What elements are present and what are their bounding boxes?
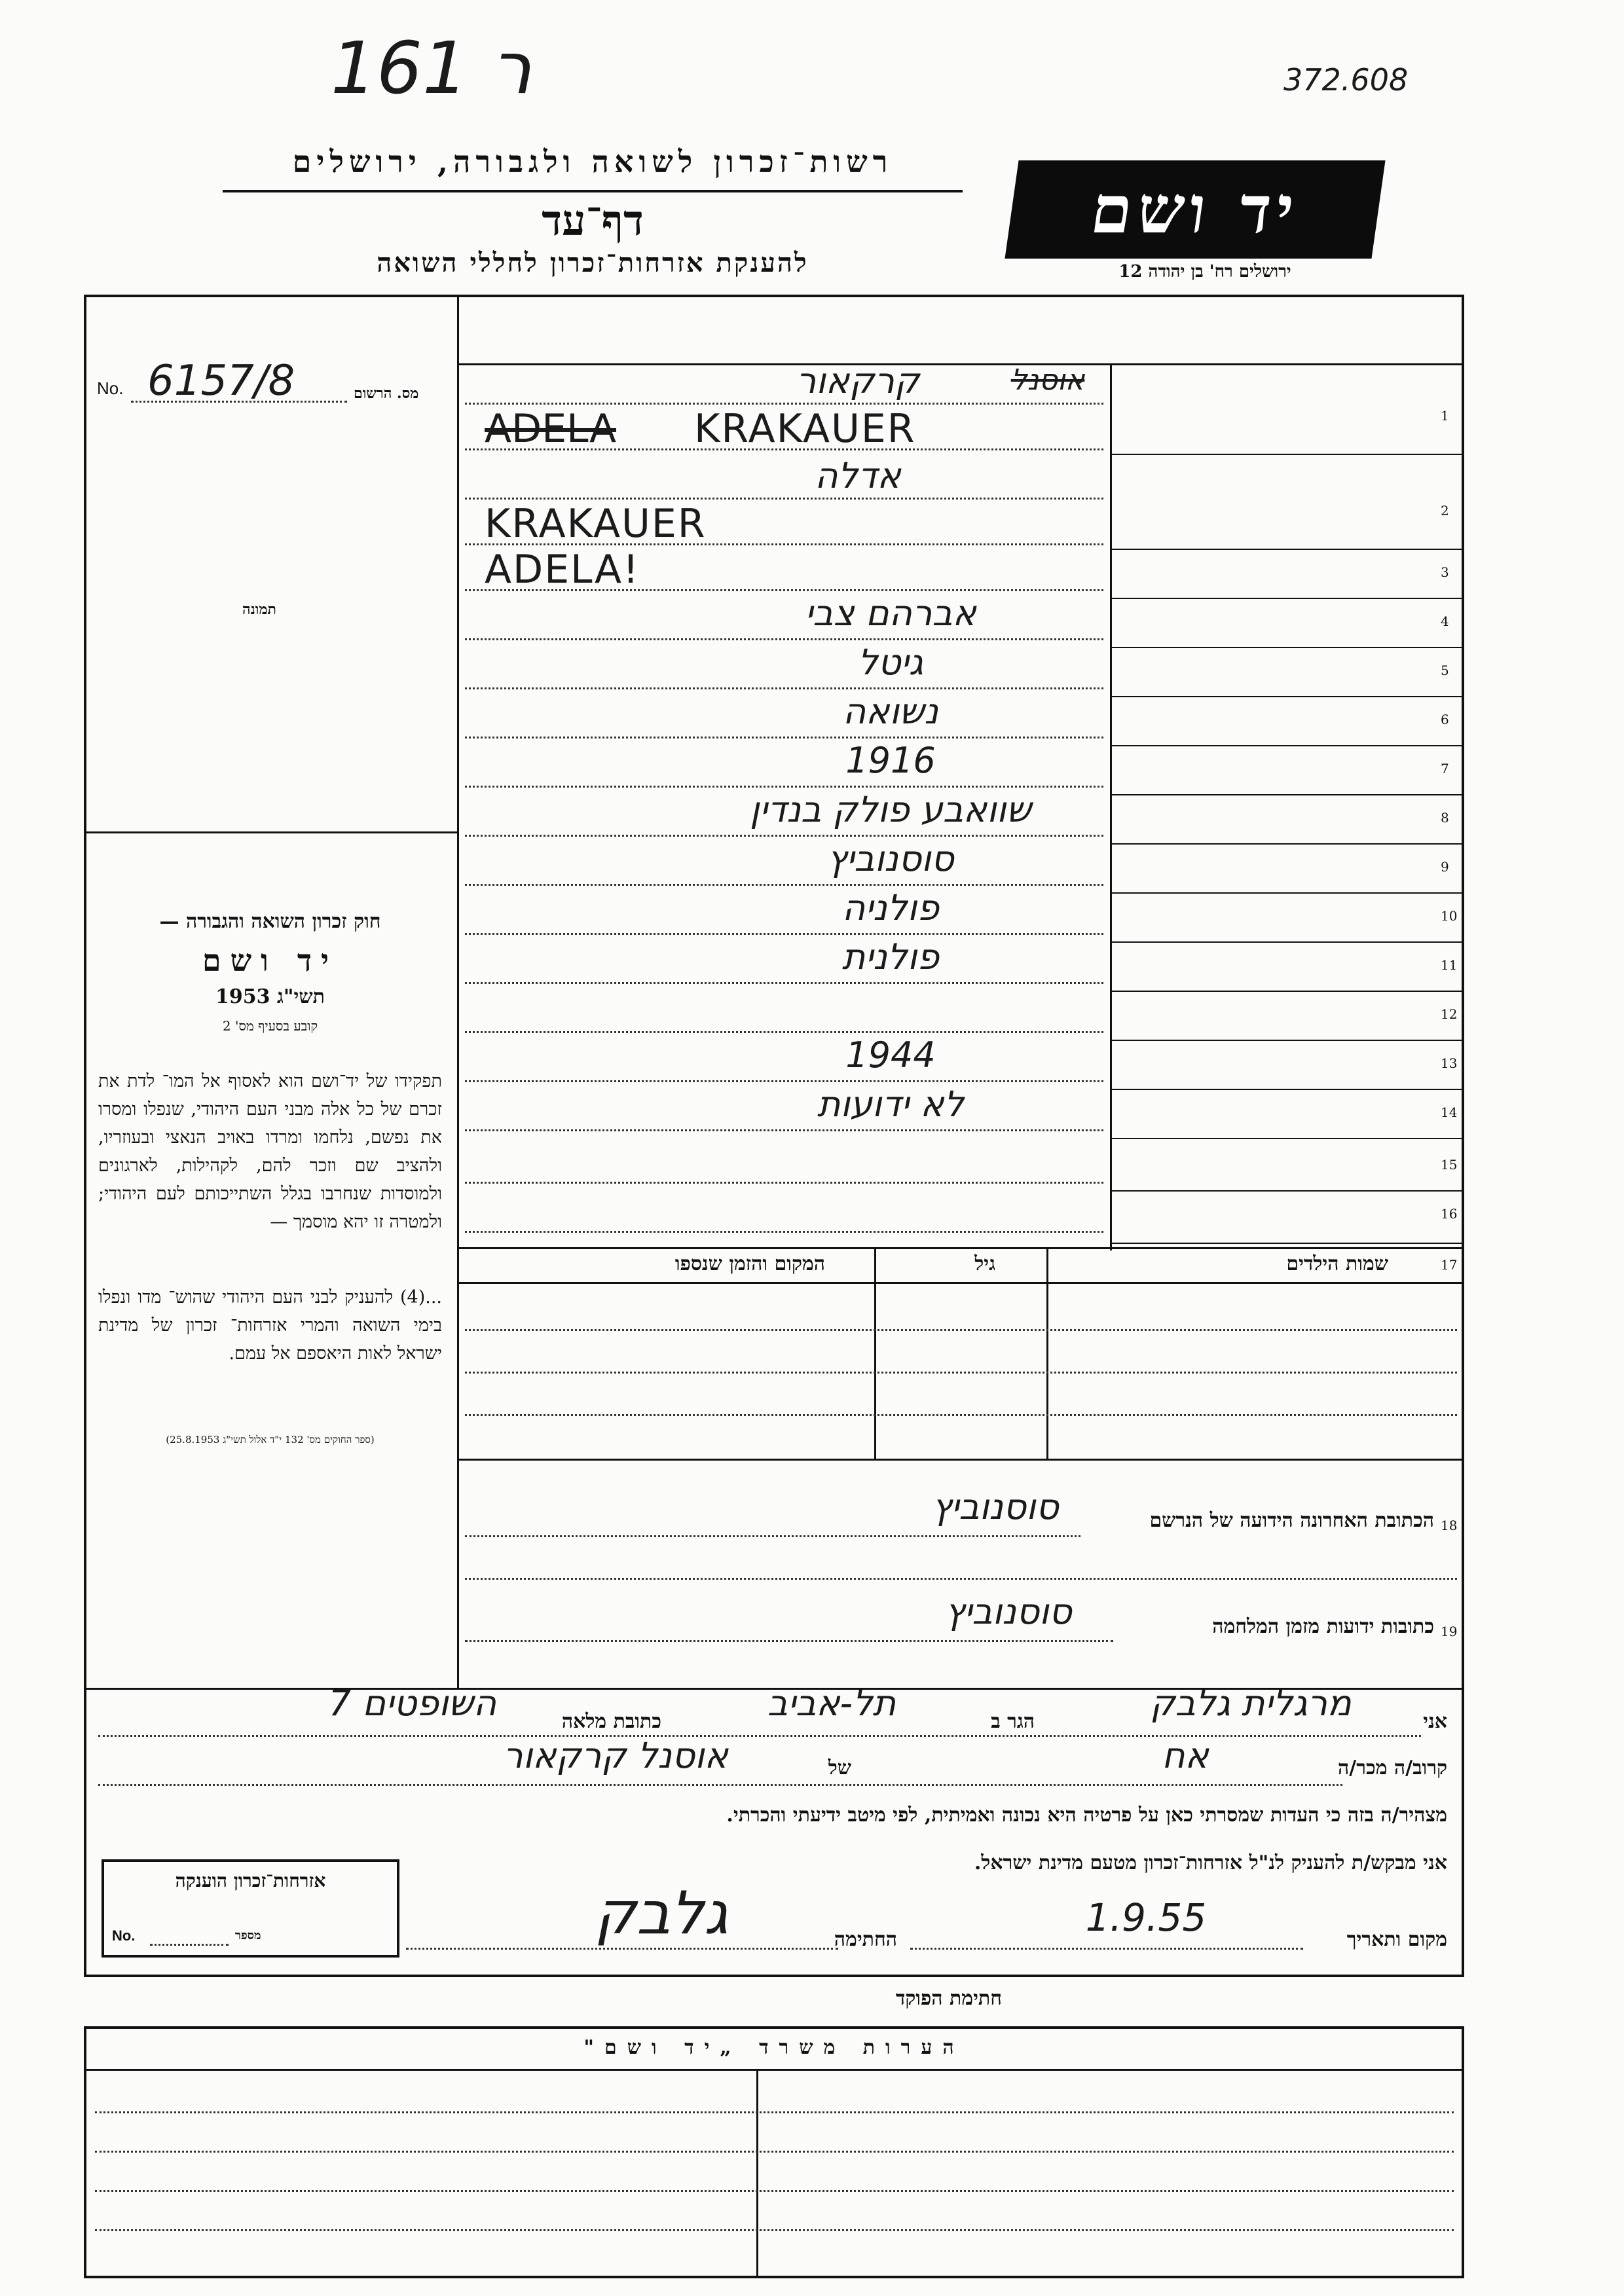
field-12-number: 12 [1441, 1006, 1458, 1022]
official-signature-label: חתימת הפוקד [895, 1987, 1002, 2010]
form-subtitle: להענקת אזרחות־זכרון לחללי השואה [377, 247, 809, 278]
law-text: תפקידו של יד־ושם הוא לאסוף אל המו־ לדת את זכרם של כל אלה מבני העם היהודי, שנפלו ומסרו את נפשם, נלחמו ומרדו באויב הנאצי ובעוזריו, ולהציב שם וזכר להם, לקהילות, לארגונים ולמוסדות שנחרבו בגלל השתייכותם לעם היהודי; ולמטרה זו יהא מוסמך — [98, 1071, 442, 1232]
field-8-value[interactable]: שוואבע פולק בנדין [750, 789, 1031, 830]
reg-no-label: No. [97, 378, 124, 398]
decl-i-label: אני [1423, 1710, 1447, 1733]
stamp-no-label: No. [112, 1927, 136, 1944]
org-name: רשות־זכרון לשואה ולגבורה, ירושלים [292, 144, 893, 179]
field-13-number: 13 [1441, 1055, 1458, 1071]
field-16-number: 16 [1441, 1206, 1458, 1222]
decl-witness-name[interactable]: מרגלית גלבק [1150, 1683, 1352, 1724]
children-age-header: גיל [974, 1252, 995, 1275]
citizenship-stamp-box [101, 1859, 399, 1958]
decl-statement: מצהיר/ה בזה כי העדות שמסרתי כאן על פרטיה היא נכונה ואמיתית, לפי מיטב ידיעתי והכרתי. [726, 1804, 1447, 1827]
field-17-number: 17 [1441, 1257, 1458, 1273]
field-4-value[interactable]: אברהם צבי [805, 592, 976, 634]
field-10-value[interactable]: פולניה [841, 887, 940, 928]
reg-label: מס. הרשום [354, 385, 419, 402]
yad-vashem-logo [1005, 160, 1385, 259]
field-14-number: 14 [1441, 1104, 1458, 1120]
photo-label: תמונה [242, 601, 276, 618]
decl-address-label: כתובת מלאה [561, 1710, 661, 1733]
place-date-value[interactable]: 1.9.55 [1085, 1895, 1207, 1940]
field-19-number: 19 [1441, 1624, 1458, 1639]
form-title: דף־עד [542, 196, 644, 246]
signature-label: החתימה [834, 1928, 897, 1951]
left-panel-divider [457, 295, 459, 1689]
archive-number: 372.608 [1283, 62, 1409, 98]
reg-number[interactable]: 6157/8 [147, 357, 295, 405]
field-4-number: 4 [1441, 613, 1449, 629]
stamp-box-title: אזרחות־זכרון הוענקה [175, 1870, 326, 1891]
field-1-number: 1 [1441, 408, 1449, 424]
field-10-number: 10 [1441, 908, 1458, 924]
field-7-number: 7 [1441, 761, 1449, 776]
office-remarks-title: הערות משרד „יד ושם" [583, 2036, 965, 2059]
field-5-number: 5 [1441, 663, 1449, 678]
field-18-number: 18 [1441, 1518, 1458, 1533]
field-2-native-value[interactable]: KRAKAUER ADELA! [485, 501, 707, 592]
decl-request: אני מבקש/ת להעניק לנ"ל אזרחות־זכרון מטעם מדינת ישראל. [974, 1851, 1447, 1874]
logo-address: ירושלים רח' בן יהודה 12 [1118, 262, 1291, 282]
law-clause: קובע בסעיף מס' 2 [222, 1018, 318, 1034]
field-14-value[interactable]: לא ידועות [817, 1084, 965, 1125]
field-19-value[interactable]: סוסנוביץ [945, 1591, 1072, 1632]
law-reference: (ספר החוקים מס' 132 י"ד אלול תשי"ג 25.8.1953) [166, 1434, 375, 1446]
signature[interactable]: גלבק [594, 1879, 729, 1948]
decl-relation[interactable]: אח [1162, 1735, 1209, 1776]
children-names-header: שמות הילדים [1286, 1252, 1388, 1275]
decl-victim-name[interactable]: אוסנל קרקאור [503, 1735, 728, 1776]
field-6-number: 6 [1441, 712, 1449, 727]
stamp-number-label: מספר [235, 1929, 261, 1942]
field-11-number: 11 [1441, 957, 1458, 973]
label-column-divider [1110, 363, 1112, 1250]
decl-address[interactable]: השופטים 7 [328, 1683, 497, 1724]
decl-resides-label: הגר ב [991, 1710, 1035, 1733]
field-9-number: 9 [1441, 859, 1449, 875]
decl-city[interactable]: תל-אביב [767, 1683, 896, 1724]
law-year: תשי"ג 1953 [215, 985, 325, 1008]
field-1-struck-native: ADELA [485, 406, 617, 452]
field-1-hebrew-value[interactable]: קרקאור [796, 360, 920, 401]
field-18-label: הכתובת האחרונה הידועה של הנרשם [1149, 1509, 1434, 1532]
law-title: חוק זכרון השואה והגבורה — [159, 910, 381, 933]
field-1-struck-hebrew: אוסנל [1010, 363, 1085, 397]
field-18-value[interactable]: סוסנוביץ [932, 1486, 1059, 1527]
field-2-hebrew-value[interactable]: אדלה [815, 455, 901, 496]
children-place-header: המקום והזמן שנספו [674, 1252, 825, 1275]
law-text-clause-4: ...(4) להעניק לבני העם היהודי שהוש־ מדו ונפלו בימי השואה והמרי אזרחות־ זכרון של מדינת ישראל לאות היאספם אל עמם. [98, 1287, 442, 1364]
field-2-number: 2 [1441, 503, 1449, 519]
field-1-native-value[interactable]: KRAKAUER [694, 406, 916, 452]
field-13-value[interactable]: 1944 [845, 1034, 936, 1076]
handwritten-code: ר 161 [331, 26, 532, 110]
field-19-label: כתובות ידועות מזמן המלחמה [1212, 1615, 1434, 1638]
field-8-number: 8 [1441, 810, 1449, 826]
logo-text: יד ושם [1086, 171, 1304, 248]
field-5-value[interactable]: גיטל [857, 642, 924, 683]
field-7-value[interactable]: 1916 [845, 740, 936, 781]
place-date-label: מקום ותאריך [1346, 1928, 1447, 1951]
decl-of-label: של [828, 1757, 851, 1779]
field-15-number: 15 [1441, 1157, 1458, 1173]
field-11-value[interactable]: פולנית [841, 936, 940, 977]
decl-relation-label: קרוב/ה מכר/ה [1338, 1757, 1447, 1779]
law-name: יד ושם [202, 943, 339, 978]
field-9-value[interactable]: סוסנוביץ [827, 838, 954, 879]
field-3-number: 3 [1441, 564, 1449, 580]
field-6-value[interactable]: נשואה [843, 691, 938, 732]
